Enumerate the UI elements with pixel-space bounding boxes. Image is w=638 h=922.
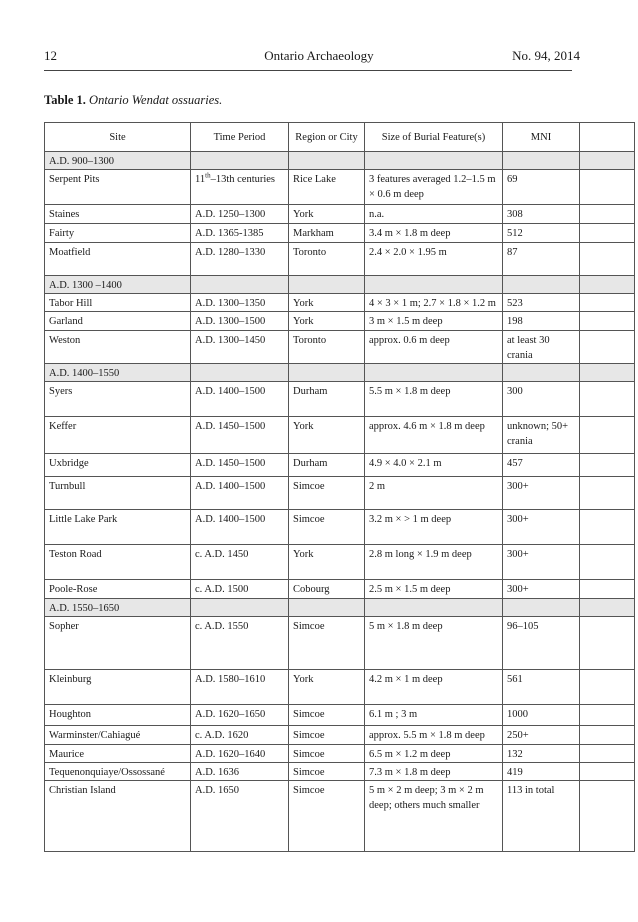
- site-cell: Serpent Pits: [45, 170, 191, 205]
- period-fill-cell: [191, 364, 289, 382]
- region-cell: Durham: [289, 382, 365, 417]
- site-cell: Teston Road: [45, 545, 191, 580]
- mni-cell: 113 in total: [503, 781, 580, 852]
- site-cell: Maurice: [45, 745, 191, 763]
- mni-cell: 69: [503, 170, 580, 205]
- time-period-cell: [191, 170, 289, 205]
- period-fill-cell: [365, 599, 503, 617]
- time-period-cell: A.D. 1365-1385: [191, 224, 289, 243]
- size-cell: 3 m × 1.5 m deep: [365, 312, 503, 331]
- site-cell: Moatfield: [45, 243, 191, 276]
- mni-cell: 419: [503, 763, 580, 781]
- mni-cell: 300+: [503, 580, 580, 599]
- table-row: [45, 545, 635, 580]
- mni-cell: 308: [503, 205, 580, 224]
- mni-cell: 512: [503, 224, 580, 243]
- size-cell: 6.5 m × 1.2 m deep: [365, 745, 503, 763]
- time-period-cell: c. A.D. 1500: [191, 580, 289, 599]
- site-cell: Little Lake Park: [45, 510, 191, 545]
- mni-cell: 300+: [503, 477, 580, 510]
- time-period-cell: A.D. 1250–1300: [191, 205, 289, 224]
- period-row: [45, 364, 635, 382]
- column-header-region: Region or City: [289, 123, 365, 152]
- period-fill-cell: [289, 152, 365, 170]
- region-cell: Simcoe: [289, 781, 365, 852]
- header-rule: [44, 70, 572, 71]
- site-cell: Houghton: [45, 705, 191, 726]
- period-fill-cell: [503, 364, 580, 382]
- caption-title: Ontario Wendat ossuaries.: [89, 93, 223, 107]
- region-cell: York: [289, 205, 365, 224]
- extra-cell: [580, 243, 635, 276]
- region-cell: Simcoe: [289, 510, 365, 545]
- region-cell: Simcoe: [289, 745, 365, 763]
- period-fill-cell: [289, 599, 365, 617]
- size-cell: 5 m × 2 m deep; 3 m × 2 m deep; others much smaller: [365, 781, 503, 852]
- size-cell: 4 × 3 × 1 m; 2.7 × 1.8 × 1.2 m: [365, 294, 503, 312]
- time-period-cell: c. A.D. 1550: [191, 617, 289, 670]
- region-cell: Durham: [289, 454, 365, 477]
- region-cell: York: [289, 670, 365, 705]
- size-cell: 7.3 m × 1.8 m deep: [365, 763, 503, 781]
- extra-cell: [580, 382, 635, 417]
- table-row: [45, 726, 635, 745]
- table-row: [45, 510, 635, 545]
- region-cell: York: [289, 545, 365, 580]
- region-cell: Toronto: [289, 331, 365, 364]
- time-period-cell: c. A.D. 1450: [191, 545, 289, 580]
- extra-cell: [580, 705, 635, 726]
- period-row: [45, 276, 635, 294]
- region-cell: Simcoe: [289, 617, 365, 670]
- site-cell: Syers: [45, 382, 191, 417]
- period-fill-cell: [580, 276, 635, 294]
- size-cell: 4.9 × 4.0 × 2.1 m: [365, 454, 503, 477]
- mni-cell: 523: [503, 294, 580, 312]
- table-row: [45, 170, 635, 205]
- period-row: [45, 152, 635, 170]
- mni-cell: 300+: [503, 545, 580, 580]
- size-cell: 2.8 m long × 1.9 m deep: [365, 545, 503, 580]
- period-label: A.D. 1300 –1400: [45, 276, 191, 294]
- period-label: A.D. 900–1300: [45, 152, 191, 170]
- time-period-cell: A.D. 1620–1640: [191, 745, 289, 763]
- table-row: [45, 312, 635, 331]
- column-header-size: Size of Burial Feature(s): [365, 123, 503, 152]
- time-period-cell: A.D. 1650: [191, 781, 289, 852]
- extra-cell: [580, 510, 635, 545]
- mni-cell: 87: [503, 243, 580, 276]
- region-cell: Markham: [289, 224, 365, 243]
- table-row: [45, 670, 635, 705]
- region-cell: Toronto: [289, 243, 365, 276]
- column-header-site: Site: [45, 123, 191, 152]
- period-fill-cell: [503, 276, 580, 294]
- time-period-cell: A.D. 1450–1500: [191, 417, 289, 454]
- table-row: [45, 294, 635, 312]
- time-period-cell: c. A.D. 1620: [191, 726, 289, 745]
- period-label: A.D. 1550–1650: [45, 599, 191, 617]
- size-cell: approx. 5.5 m × 1.8 m deep: [365, 726, 503, 745]
- caption-label: Table 1.: [44, 93, 86, 107]
- size-cell: 5 m × 1.8 m deep: [365, 617, 503, 670]
- period-fill-cell: [191, 276, 289, 294]
- extra-cell: [580, 477, 635, 510]
- time-period-cell: A.D. 1400–1500: [191, 510, 289, 545]
- period-fill-cell: [503, 599, 580, 617]
- site-cell: Fairty: [45, 224, 191, 243]
- period-fill-cell: [289, 364, 365, 382]
- region-cell: York: [289, 312, 365, 331]
- size-cell: 4.2 m × 1 m deep: [365, 670, 503, 705]
- extra-cell: [580, 745, 635, 763]
- extra-cell: [580, 417, 635, 454]
- page-number: 12: [44, 48, 57, 63]
- period-fill-cell: [503, 152, 580, 170]
- size-cell: n.a.: [365, 205, 503, 224]
- table-row: [45, 417, 635, 454]
- extra-cell: [580, 312, 635, 331]
- site-cell: Tabor Hill: [45, 294, 191, 312]
- region-cell: Simcoe: [289, 477, 365, 510]
- size-cell: 2.5 m × 1.5 m deep: [365, 580, 503, 599]
- size-cell: 3.4 m × 1.8 m deep: [365, 224, 503, 243]
- time-period-cell: A.D. 1450–1500: [191, 454, 289, 477]
- site-cell: Christian Island: [45, 781, 191, 852]
- mni-cell: 561: [503, 670, 580, 705]
- mni-cell: unknown; 50+ crania: [503, 417, 580, 454]
- column-header-extra: [580, 123, 635, 152]
- time-period-cell: A.D. 1300–1500: [191, 312, 289, 331]
- time-period-cell: A.D. 1280–1330: [191, 243, 289, 276]
- mni-cell: 1000: [503, 705, 580, 726]
- column-header-time-period: Time Period: [191, 123, 289, 152]
- mni-cell: 457: [503, 454, 580, 477]
- region-cell: Simcoe: [289, 726, 365, 745]
- site-cell: Tequenonquiaye/Ossossané: [45, 763, 191, 781]
- region-cell: Simcoe: [289, 705, 365, 726]
- mni-cell: 198: [503, 312, 580, 331]
- mni-cell: 250+: [503, 726, 580, 745]
- period-fill-cell: [580, 152, 635, 170]
- time-period-cell: A.D. 1300–1350: [191, 294, 289, 312]
- size-cell: approx. 0.6 m deep: [365, 331, 503, 364]
- extra-cell: [580, 781, 635, 852]
- table-row: [45, 382, 635, 417]
- site-cell: Poole-Rose: [45, 580, 191, 599]
- size-cell: 2.4 × 2.0 × 1.95 m: [365, 243, 503, 276]
- time-period-ordinal: th: [205, 171, 211, 180]
- size-cell: 6.1 m ; 3 m: [365, 705, 503, 726]
- extra-cell: [580, 580, 635, 599]
- table-row: [45, 477, 635, 510]
- extra-cell: [580, 170, 635, 205]
- period-row: [45, 599, 635, 617]
- site-cell: Kleinburg: [45, 670, 191, 705]
- site-cell: Turnbull: [45, 477, 191, 510]
- period-fill-cell: [289, 276, 365, 294]
- region-cell: Simcoe: [289, 763, 365, 781]
- region-cell: Rice Lake: [289, 170, 365, 205]
- period-fill-cell: [365, 152, 503, 170]
- size-cell: approx. 4.6 m × 1.8 m deep: [365, 417, 503, 454]
- extra-cell: [580, 224, 635, 243]
- extra-cell: [580, 331, 635, 364]
- size-cell: 2 m: [365, 477, 503, 510]
- table-row: [45, 580, 635, 599]
- site-cell: Keffer: [45, 417, 191, 454]
- region-cell: York: [289, 417, 365, 454]
- site-cell: Garland: [45, 312, 191, 331]
- table-header-row: [45, 123, 635, 152]
- period-fill-cell: [191, 152, 289, 170]
- period-fill-cell: [191, 599, 289, 617]
- region-cell: Cobourg: [289, 580, 365, 599]
- time-period-cell: A.D. 1300–1450: [191, 331, 289, 364]
- ossuary-table: [44, 122, 635, 852]
- extra-cell: [580, 454, 635, 477]
- extra-cell: [580, 670, 635, 705]
- extra-cell: [580, 294, 635, 312]
- time-period-cell: A.D. 1580–1610: [191, 670, 289, 705]
- table-caption: [44, 93, 222, 108]
- journal-title: Ontario Archaeology: [264, 48, 374, 63]
- extra-cell: [580, 726, 635, 745]
- table-row: [45, 705, 635, 726]
- period-label: A.D. 1400–1550: [45, 364, 191, 382]
- site-cell: Sopher: [45, 617, 191, 670]
- time-period-cell: A.D. 1620–1650: [191, 705, 289, 726]
- mni-cell: 300+: [503, 510, 580, 545]
- extra-cell: [580, 617, 635, 670]
- table-row: [45, 781, 635, 852]
- table-row: [45, 331, 635, 364]
- period-fill-cell: [365, 276, 503, 294]
- time-period-cell: A.D. 1400–1500: [191, 477, 289, 510]
- time-period-end: –13th centuries: [210, 174, 276, 185]
- mni-cell: 96–105: [503, 617, 580, 670]
- table-body: [45, 152, 635, 852]
- period-fill-cell: [580, 364, 635, 382]
- extra-cell: [580, 763, 635, 781]
- period-fill-cell: [365, 364, 503, 382]
- size-cell: 3 features averaged 1.2–1.5 m × 0.6 m deep: [365, 170, 503, 205]
- time-period-cell: A.D. 1400–1500: [191, 382, 289, 417]
- site-cell: Staines: [45, 205, 191, 224]
- site-cell: Uxbridge: [45, 454, 191, 477]
- region-cell: York: [289, 294, 365, 312]
- size-cell: 5.5 m × 1.8 m deep: [365, 382, 503, 417]
- table-row: [45, 617, 635, 670]
- mni-cell: at least 30 crania: [503, 331, 580, 364]
- time-period-start: 11: [195, 174, 206, 185]
- site-cell: Weston: [45, 331, 191, 364]
- table-row: [45, 454, 635, 477]
- table-row: [45, 205, 635, 224]
- table-row: [45, 763, 635, 781]
- table-row: [45, 243, 635, 276]
- size-cell: 3.2 m × > 1 m deep: [365, 510, 503, 545]
- time-period-cell: A.D. 1636: [191, 763, 289, 781]
- table-row: [45, 224, 635, 243]
- table-row: [45, 745, 635, 763]
- period-fill-cell: [580, 599, 635, 617]
- issue-label: No. 94, 2014: [512, 48, 580, 63]
- extra-cell: [580, 545, 635, 580]
- mni-cell: 300: [503, 382, 580, 417]
- site-cell: Warminster/Cahiagué: [45, 726, 191, 745]
- extra-cell: [580, 205, 635, 224]
- mni-cell: 132: [503, 745, 580, 763]
- column-header-mni: MNI: [503, 123, 580, 152]
